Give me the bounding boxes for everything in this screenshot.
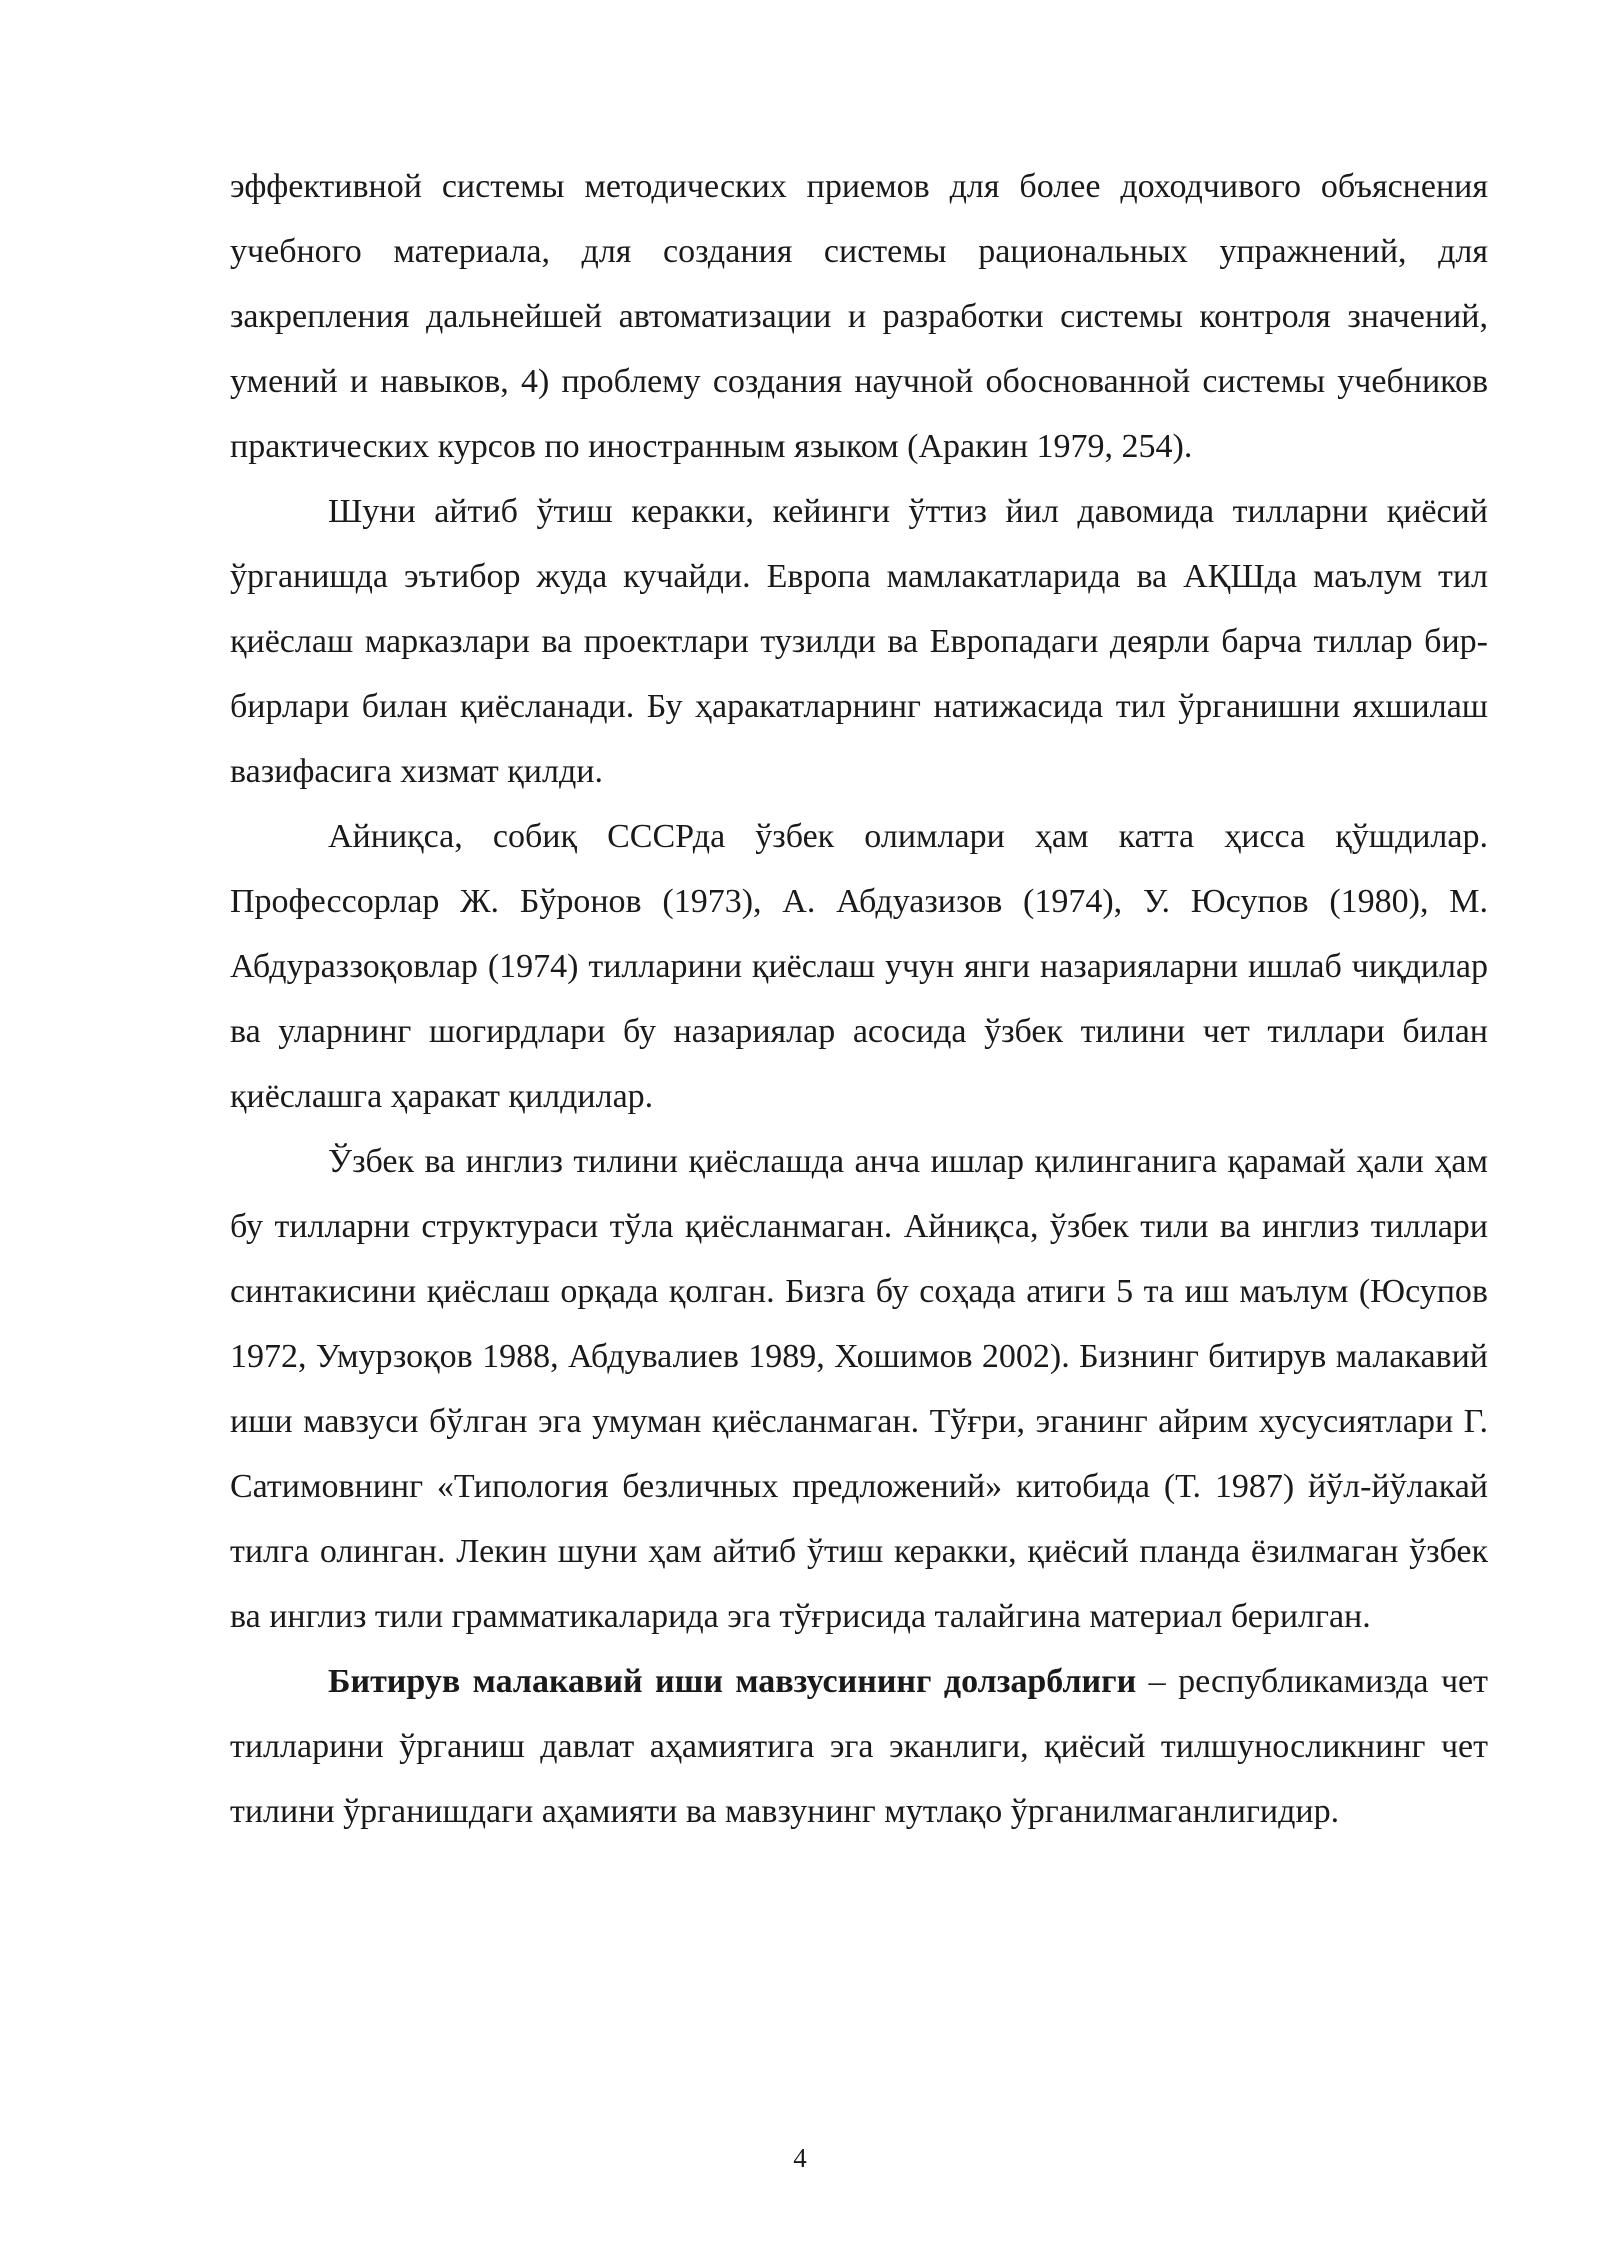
paragraph-text: – республикамизда чет тилларини ўрганиш давлат аҳамиятига эга эканлиги, қиёсий тилшуносликнинг чет тилини ўрганишдаги аҳамияти ва мавзунинг мутлақо ўрганилмаганлигидир.: [230, 1663, 1489, 1830]
paragraph-text: Шуни айтиб ўтиш керакки, кейинги ўттиз йил давомида тилларни қиёсий ўрганишда эътибор жуда кучайди. Европа мамлакатларида ва АҚШда маълум тил қиёслаш марказлари ва проектлари тузилди ва Европадаги деярли барча тиллар бир-бирлари билан қиёсланади. Бу ҳаракатларнинг натижасида тил ўрганишни яхшилаш вазифасига хизмат қилди.: [230, 493, 1488, 790]
relevance-heading: Битирув малакавий иши мавзусининг долзарблиги: [328, 1663, 1137, 1700]
paragraph-text: Ўзбек ва инглиз тилини қиёслашда анча ишлар қилинганига қарамай ҳали ҳам бу тилларни структураси тўла қиёсланмаган. Айниқса, ўзбек тили ва инглиз тиллари синтакисини қиёслаш орқада қолган. Бизга бу соҳада атиги 5 та иш маълум (Юсупов 1972, Умурзоқов 1988, Абдувалиев 1989, Хошимов 2002). Бизнинг битирув малакавий иши мавзуси бўлган эга умуман қиёсланмаган. Тўғри, эганинг айрим хусусиятлари Г. Сатимовнинг «Типология безличных предложений» китобида (Т. 1987) йўл-йўлакай тилга олинган. Лекин шуни ҳам айтиб ўтиш керакки, қиёсий планда ёзилмаган ўзбек ва инглиз тили грамматикаларида эга тўғрисида талайгина материал берилган.: [230, 1143, 1488, 1635]
page-body: [230, 154, 1488, 1844]
paragraph-relevance: [230, 1649, 1488, 1844]
paragraph-uzbek-english: [230, 1129, 1488, 1649]
page-number: 4: [793, 2143, 807, 2173]
paragraph-continuation: [230, 154, 1488, 479]
paragraph-text: эффективной системы методических приемов для более доходчивого объяснения учебного материала, для создания системы рациональных упражнений, для закрепления дальнейшей автоматизации и разработки системы контроля значений, умений и навыков, 4) проблему создания научной обоснованной системы учебников практических курсов по иностранным языком (Аракин 1979, 254).: [230, 168, 1488, 465]
paragraph-uzbek-scholars: [230, 804, 1488, 1129]
paragraph-text: Айниқса, собиқ СССРда ўзбек олимлари ҳам катта ҳисса қўшдилар. Профессорлар Ж. Бўронов (1973), А. Абдуазизов (1974), У. Юсупов (1980), М. Абдураззоқовлар (1974) тилларини қиёслаш учун янги назарияларни ишлаб чиқдилар ва уларнинг шогирдлари бу назариялар асосида ўзбек тилини чет тиллари билан қиёслашга ҳаракат қилдилар.: [230, 818, 1488, 1115]
paragraph-comparative-studies: [230, 479, 1488, 804]
